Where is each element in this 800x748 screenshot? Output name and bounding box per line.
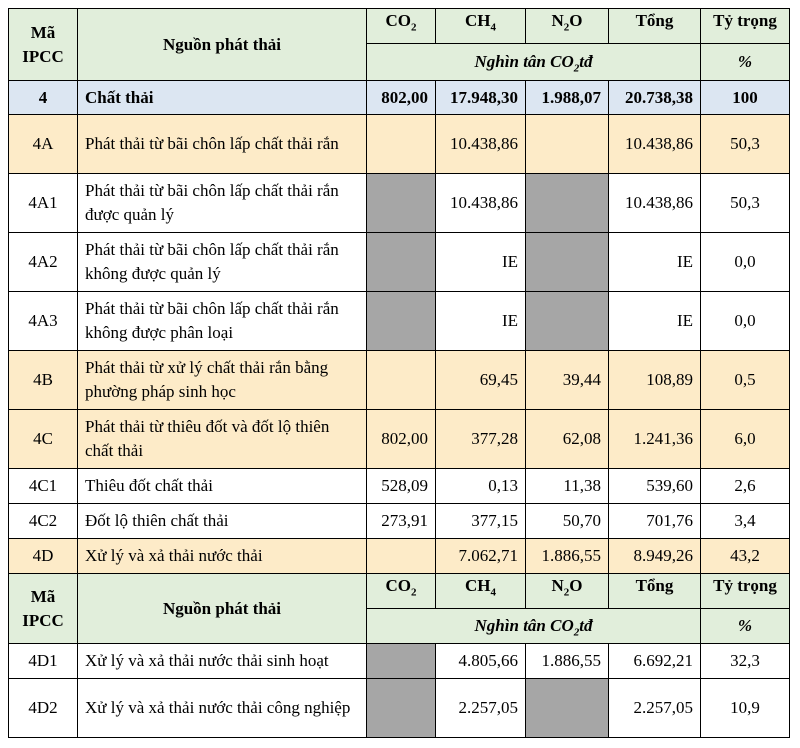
ipcc-code-cell: 4 <box>9 81 78 115</box>
table-row <box>9 539 790 574</box>
header-source: Nguồn phát thải <box>78 9 367 81</box>
n2o-value-cell: 39,44 <box>526 351 609 410</box>
ipcc-code-cell: 4D1 <box>9 644 78 679</box>
total-value-cell: IE <box>609 292 701 351</box>
share-value-cell: 0,0 <box>701 292 790 351</box>
header-percent: % <box>701 44 790 81</box>
source-name-cell: Xử lý và xả thải nước thải công nghiệp <box>78 679 367 738</box>
total-value-cell: 2.257,05 <box>609 679 701 738</box>
header-n2o: $N_2O$ <box>526 9 609 44</box>
total-value-cell: 20.738,38 <box>609 81 701 115</box>
ch4-value-cell: 17.948,30 <box>436 81 526 115</box>
header-share: Tỷ trọng <box>701 574 790 609</box>
header-ch4: $CH_4$ <box>436 574 526 609</box>
n2o-value-cell <box>526 679 609 738</box>
source-name-cell: Chất thải <box>78 81 367 115</box>
co2-value-cell <box>367 351 436 410</box>
n2o-value-cell: 11,38 <box>526 469 609 504</box>
header-source: Nguồn phát thải <box>78 574 367 644</box>
total-value-cell: 10.438,86 <box>609 174 701 233</box>
header-row-2 <box>9 574 790 609</box>
n2o-value-cell <box>526 115 609 174</box>
header-n2o: $N_2O$ <box>526 574 609 609</box>
share-value-cell: 3,4 <box>701 504 790 539</box>
co2-value-cell <box>367 233 436 292</box>
header-share: Tỷ trọng <box>701 9 790 44</box>
table-row <box>9 351 790 410</box>
share-value-cell: 100 <box>701 81 790 115</box>
header-co2: $CO_2$ <box>367 574 436 609</box>
source-name-cell: Phát thải từ bãi chôn lấp chất thải rắn không được quản lý <box>78 233 367 292</box>
emissions-table <box>8 8 790 738</box>
ipcc-code-cell: 4C2 <box>9 504 78 539</box>
n2o-value-cell <box>526 233 609 292</box>
co2-value-cell: 273,91 <box>367 504 436 539</box>
co2-value-cell <box>367 115 436 174</box>
table-row <box>9 410 790 469</box>
n2o-value-cell: 62,08 <box>526 410 609 469</box>
share-value-cell: 50,3 <box>701 115 790 174</box>
co2-value-cell <box>367 644 436 679</box>
n2o-value-cell <box>526 174 609 233</box>
header-total: Tổng <box>609 9 701 44</box>
total-value-cell: 8.949,26 <box>609 539 701 574</box>
table-row <box>9 504 790 539</box>
n2o-value-cell <box>526 292 609 351</box>
source-name-cell: Đốt lộ thiên chất thải <box>78 504 367 539</box>
header-total: Tổng <box>609 574 701 609</box>
ipcc-code-cell: 4A <box>9 115 78 174</box>
co2-value-cell: 802,00 <box>367 81 436 115</box>
total-value-cell: 108,89 <box>609 351 701 410</box>
co2-value-cell: 802,00 <box>367 410 436 469</box>
ipcc-code-cell: 4C <box>9 410 78 469</box>
table-row <box>9 292 790 351</box>
source-name-cell: Xử lý và xả thải nước thải sinh hoạt <box>78 644 367 679</box>
total-value-cell: 1.241,36 <box>609 410 701 469</box>
ipcc-code-cell: 4D2 <box>9 679 78 738</box>
ipcc-code-cell: 4C1 <box>9 469 78 504</box>
table-row <box>9 679 790 738</box>
share-value-cell: 6,0 <box>701 410 790 469</box>
share-value-cell: 2,6 <box>701 469 790 504</box>
total-value-cell: 10.438,86 <box>609 115 701 174</box>
header-ch4: $CH_4$ <box>436 9 526 44</box>
total-value-cell: 701,76 <box>609 504 701 539</box>
header-percent: % <box>701 609 790 644</box>
total-value-cell: IE <box>609 233 701 292</box>
n2o-value-cell: 50,70 <box>526 504 609 539</box>
ch4-value-cell: 0,13 <box>436 469 526 504</box>
co2-value-cell <box>367 292 436 351</box>
total-row <box>9 81 790 115</box>
source-name-cell: Xử lý và xả thải nước thải <box>78 539 367 574</box>
header-unit: Nghìn tân $CO_2tđ$ <box>367 609 701 644</box>
source-name-cell: Thiêu đốt chất thải <box>78 469 367 504</box>
share-value-cell: 43,2 <box>701 539 790 574</box>
ch4-value-cell: IE <box>436 292 526 351</box>
ipcc-code-cell: 4A2 <box>9 233 78 292</box>
source-name-cell: Phát thải từ thiêu đốt và đốt lộ thiên chất thải <box>78 410 367 469</box>
co2-value-cell <box>367 174 436 233</box>
share-value-cell: 0,0 <box>701 233 790 292</box>
share-value-cell: 0,5 <box>701 351 790 410</box>
ch4-value-cell: 10.438,86 <box>436 115 526 174</box>
co2-value-cell <box>367 679 436 738</box>
ch4-value-cell: 7.062,71 <box>436 539 526 574</box>
ch4-value-cell: 10.438,86 <box>436 174 526 233</box>
table-row <box>9 233 790 292</box>
header-co2: $CO_2$ <box>367 9 436 44</box>
table-row <box>9 469 790 504</box>
ch4-value-cell: 377,28 <box>436 410 526 469</box>
total-value-cell: 6.692,21 <box>609 644 701 679</box>
header-ipcc-code: Mã IPCC <box>9 9 78 81</box>
source-name-cell: Phát thải từ bãi chôn lấp chất thải rắn được quản lý <box>78 174 367 233</box>
ipcc-code-cell: 4D <box>9 539 78 574</box>
source-name-cell: Phát thải từ xử lý chất thải rắn bằng phường pháp sinh học <box>78 351 367 410</box>
ch4-value-cell: 69,45 <box>436 351 526 410</box>
emissions-table-body <box>9 9 790 738</box>
header-row-1 <box>9 9 790 44</box>
source-name-cell: Phát thải từ bãi chôn lấp chất thải rắn không được phân loại <box>78 292 367 351</box>
ch4-value-cell: 2.257,05 <box>436 679 526 738</box>
header-unit: Nghìn tân $CO_2tđ$ <box>367 44 701 81</box>
ch4-value-cell: IE <box>436 233 526 292</box>
n2o-value-cell: 1.886,55 <box>526 644 609 679</box>
ipcc-code-cell: 4B <box>9 351 78 410</box>
table-row <box>9 174 790 233</box>
total-value-cell: 539,60 <box>609 469 701 504</box>
ipcc-code-cell: 4A1 <box>9 174 78 233</box>
ch4-value-cell: 4.805,66 <box>436 644 526 679</box>
share-value-cell: 32,3 <box>701 644 790 679</box>
n2o-value-cell: 1.886,55 <box>526 539 609 574</box>
co2-value-cell <box>367 539 436 574</box>
share-value-cell: 10,9 <box>701 679 790 738</box>
n2o-value-cell: 1.988,07 <box>526 81 609 115</box>
table-row <box>9 644 790 679</box>
ipcc-code-cell: 4A3 <box>9 292 78 351</box>
header-ipcc-code: Mã IPCC <box>9 574 78 644</box>
co2-value-cell: 528,09 <box>367 469 436 504</box>
ch4-value-cell: 377,15 <box>436 504 526 539</box>
share-value-cell: 50,3 <box>701 174 790 233</box>
source-name-cell: Phát thải từ bãi chôn lấp chất thải rắn <box>78 115 367 174</box>
table-row <box>9 115 790 174</box>
